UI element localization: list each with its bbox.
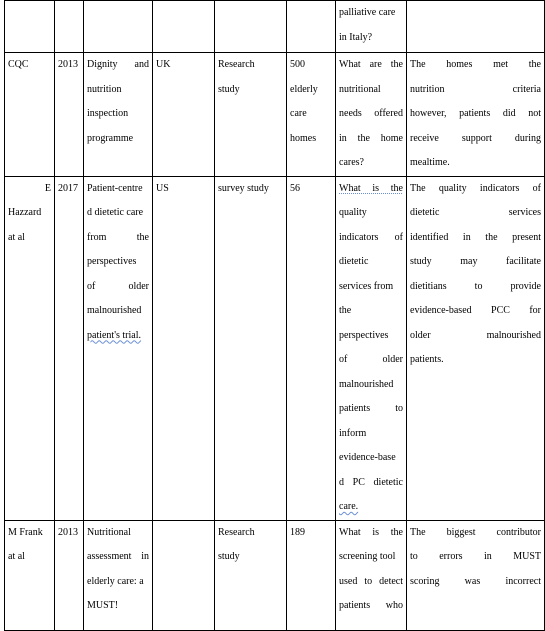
- cell-line: to errors in MUST: [410, 551, 541, 562]
- cell-line: [339, 495, 403, 520]
- cell-line: however, patients did not: [410, 108, 541, 119]
- country-cell: US: [153, 176, 215, 520]
- findings-cell: [407, 520, 545, 630]
- cell-line: study: [218, 551, 240, 562]
- table-row: [5, 53, 545, 177]
- type-cell: [215, 520, 287, 630]
- spellcheck-mark: patient's trial.: [87, 329, 142, 341]
- title-cell: [84, 520, 153, 630]
- cell-line: evidence-based PCC for: [410, 305, 541, 316]
- cell-line: patients to: [339, 403, 403, 414]
- cell-line: d dietetic care: [87, 207, 144, 218]
- findings-cell: [407, 176, 545, 520]
- cell-line: M Frank: [8, 526, 43, 538]
- cell-line: Hazzard: [8, 207, 42, 218]
- cell-line: perspectives: [339, 329, 389, 341]
- type-cell: [215, 1, 287, 53]
- author-cell: [5, 1, 55, 53]
- year-cell: 2013: [55, 520, 84, 630]
- cell-line: used to detect: [339, 575, 403, 587]
- cell-line: Research: [218, 59, 255, 70]
- title-cell: [84, 1, 153, 53]
- cell-line: palliative care: [339, 7, 396, 18]
- cell-line: the: [339, 305, 352, 316]
- sample-cell: [287, 53, 336, 177]
- sample-cell: [287, 1, 336, 53]
- cell-line: patients.: [410, 354, 444, 365]
- year-cell: [55, 1, 84, 53]
- cell-line: E: [44, 182, 51, 194]
- cell-line: evidence-base: [339, 452, 396, 463]
- type-cell: survey study: [215, 176, 287, 520]
- sample-cell: 189: [287, 520, 336, 630]
- cell-line: nutrition criteria: [410, 83, 541, 95]
- cell-line: Research: [218, 526, 255, 538]
- literature-review-table: [4, 0, 545, 631]
- question-cell: [336, 176, 407, 520]
- spellcheck-mark: care.: [339, 501, 359, 512]
- cell-line: cares?: [339, 157, 364, 168]
- author-cell: [5, 520, 55, 630]
- cell-line: homes: [290, 132, 317, 144]
- title-cell: [84, 176, 153, 520]
- author-cell: [5, 176, 55, 520]
- cell-line: nutrition: [87, 83, 122, 95]
- cell-line: in Italy?: [339, 31, 373, 43]
- cell-line: dietetic: [339, 256, 369, 267]
- cell-line: at al: [8, 551, 25, 562]
- findings-cell: [407, 53, 545, 177]
- cell-line: dietitians to provide: [410, 280, 541, 292]
- cell-line: programme: [87, 132, 134, 144]
- cell-line: services from: [339, 280, 394, 292]
- cell-line: care: [290, 108, 307, 119]
- cell-line: indicators of: [339, 231, 403, 243]
- year-cell: 2017: [55, 176, 84, 520]
- cell-line: inform: [339, 427, 367, 439]
- cell-line: needs offered: [339, 108, 403, 119]
- cell-line: The biggest contributor: [410, 526, 541, 538]
- cell-line: nutritional: [339, 83, 381, 95]
- table-row: [5, 176, 545, 520]
- question-cell: [336, 520, 407, 630]
- cell-line: What are the: [339, 59, 403, 70]
- cell-line: at al: [8, 231, 25, 243]
- country-cell: [153, 520, 215, 630]
- cell-line: receive support during: [410, 132, 541, 144]
- cell-line: malnourished: [339, 378, 394, 390]
- cell-line: dietetic services: [410, 207, 541, 218]
- cell-line: assessment in: [87, 551, 149, 562]
- country-cell: UK: [153, 53, 215, 177]
- cell-line: 500: [290, 59, 305, 70]
- cell-line: quality: [339, 207, 367, 218]
- cell-line: [339, 177, 403, 202]
- cell-line: perspectives: [87, 256, 137, 267]
- cell-line: The quality indicators of: [410, 182, 541, 194]
- findings-cell: [407, 1, 545, 53]
- country-cell: [153, 1, 215, 53]
- cell-line: of older: [339, 354, 403, 365]
- cell-line: d PC dietetic: [339, 476, 403, 488]
- cell-line: elderly care: a: [87, 575, 144, 587]
- question-cell: [336, 1, 407, 53]
- cell-line: older malnourished: [410, 329, 541, 341]
- cell-line: study: [218, 83, 240, 95]
- title-cell: [84, 53, 153, 177]
- cell-line: elderly: [290, 83, 318, 95]
- table-row: [5, 1, 545, 53]
- cell-line: Dignity and: [87, 59, 149, 70]
- cell-line: patients who: [339, 600, 403, 611]
- cell-line: from the: [87, 231, 149, 243]
- cell-line: The homes met the: [410, 59, 541, 70]
- question-cell: [336, 53, 407, 177]
- cell-line: What is the: [339, 526, 403, 538]
- cell-line: in the home: [339, 132, 403, 144]
- cell-line: mealtime.: [410, 157, 450, 168]
- cell-line: Nutritional: [87, 526, 131, 538]
- sample-cell: 56: [287, 176, 336, 520]
- table-row: [5, 520, 545, 630]
- cell-line: identified in the present: [410, 231, 541, 243]
- type-cell: [215, 53, 287, 177]
- cell-line: scoring was incorrect: [410, 575, 541, 587]
- year-cell: 2013: [55, 53, 84, 177]
- cell-line: screening tool: [339, 551, 396, 562]
- cell-line: malnourished: [87, 305, 142, 316]
- cell-line: study may facilitate: [410, 256, 541, 267]
- cell-line: MUST!: [87, 600, 119, 611]
- cell-line: inspection: [87, 108, 129, 119]
- cell-line: Patient-centre: [87, 182, 143, 194]
- author-cell: CQC: [5, 53, 55, 177]
- grammar-mark: What is the: [339, 182, 403, 194]
- cell-line: of older: [87, 280, 149, 292]
- cell-line: [87, 324, 149, 349]
